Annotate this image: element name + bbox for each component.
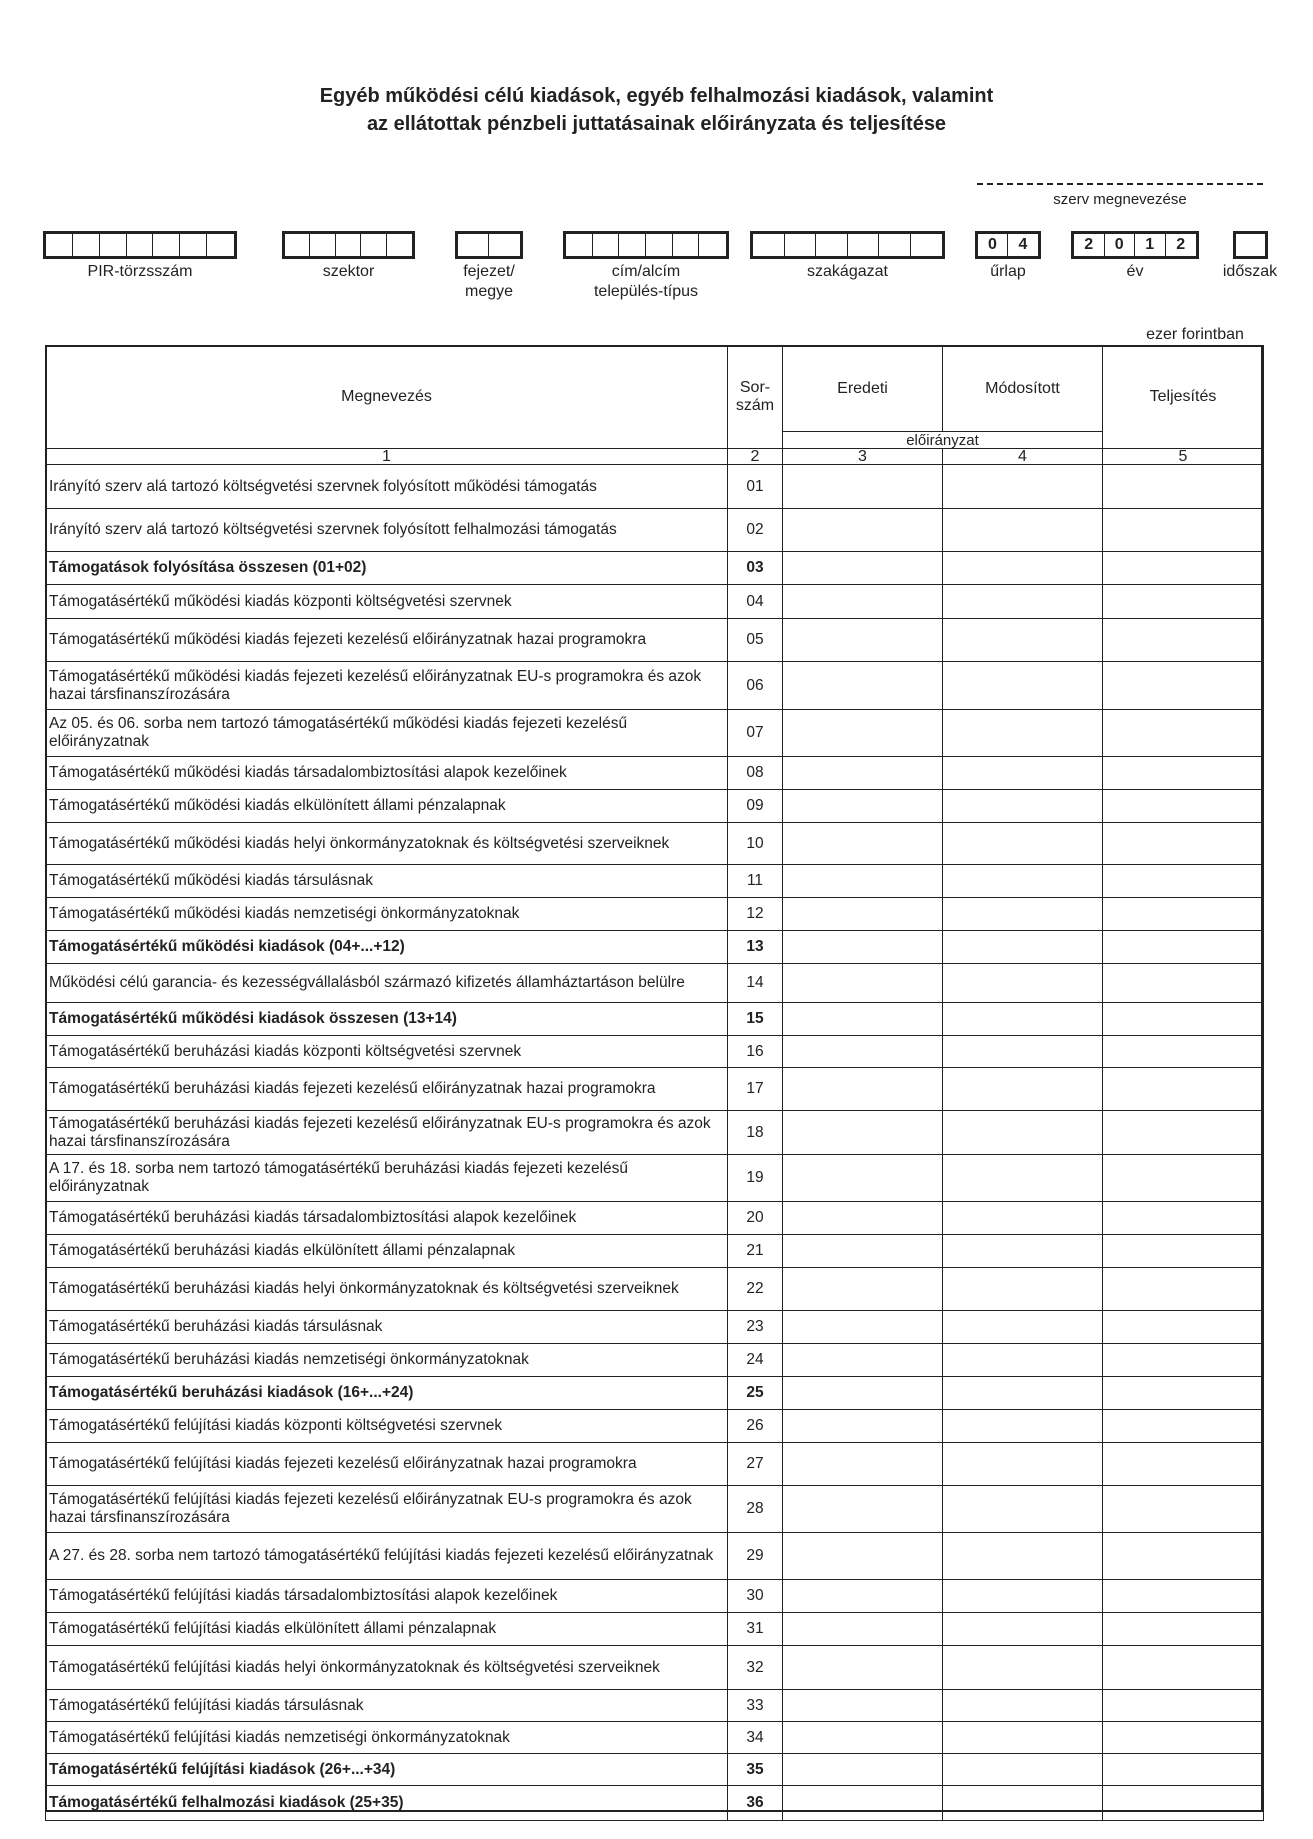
row-number: 01 xyxy=(728,465,783,509)
performance-value-cell[interactable] xyxy=(1103,1722,1264,1754)
branch-box[interactable] xyxy=(879,234,911,256)
performance-value-cell[interactable] xyxy=(1103,1613,1264,1646)
title-box[interactable] xyxy=(699,234,726,256)
original-value-cell[interactable] xyxy=(783,619,943,662)
original-value-cell[interactable] xyxy=(783,1377,943,1410)
row-label: Támogatásértékű felújítási kiadás elkülönített állami pénzalapnak xyxy=(46,1613,728,1646)
col-header-serial xyxy=(728,346,783,449)
modified-value-cell[interactable] xyxy=(943,1690,1103,1722)
title-code-boxes[interactable] xyxy=(563,231,729,259)
col-header-performance: Teljesítés xyxy=(1103,346,1264,449)
performance-value-cell[interactable] xyxy=(1103,1443,1264,1486)
table-row xyxy=(46,823,1264,865)
row-label: Támogatásértékű beruházási kiadás központi költségvetési szervnek xyxy=(46,1036,728,1068)
table-row xyxy=(46,1344,1264,1377)
period-box[interactable] xyxy=(1236,234,1265,256)
table-row xyxy=(46,585,1264,619)
performance-value-cell[interactable] xyxy=(1103,1786,1264,1821)
performance-value-cell[interactable] xyxy=(1103,1410,1264,1443)
appropriation-table xyxy=(45,345,1264,1821)
col-number: 1 xyxy=(46,449,728,465)
modified-value-cell[interactable] xyxy=(943,964,1103,1003)
row-label: Támogatásértékű felújítási kiadás társadalombiztosítási alapok kezelőinek xyxy=(46,1580,728,1613)
form-label: űrlap xyxy=(990,263,1026,280)
row-number: 23 xyxy=(728,1311,783,1344)
modified-value-cell[interactable] xyxy=(943,662,1103,710)
modified-value-cell[interactable] xyxy=(943,1344,1103,1377)
period-code-box[interactable] xyxy=(1233,231,1268,259)
sector-box[interactable] xyxy=(361,234,386,256)
title-line-1: Egyéb működési célú kiadások, egyéb felhalmozási kiadások, valamint xyxy=(319,85,994,107)
org-name-label: szerv megnevezése xyxy=(1053,191,1187,208)
table-row xyxy=(46,1036,1264,1068)
table-row xyxy=(46,1410,1264,1443)
chapter-label xyxy=(440,262,538,302)
row-number: 02 xyxy=(728,509,783,552)
row-number: 22 xyxy=(728,1268,783,1311)
year-digit: 0 xyxy=(1105,234,1136,256)
pir-box[interactable] xyxy=(73,234,100,256)
modified-value-cell[interactable] xyxy=(943,1155,1103,1202)
table-row xyxy=(46,710,1264,757)
col-header-serial-line-2: szám xyxy=(735,397,775,414)
unit-label: ezer forintban xyxy=(1146,326,1244,343)
col-header-name: Megnevezés xyxy=(46,346,728,449)
table-row xyxy=(46,1786,1264,1821)
original-value-cell[interactable] xyxy=(783,964,943,1003)
row-label: Támogatásértékű felújítási kiadások (26+...+34) xyxy=(46,1754,728,1786)
table-row xyxy=(46,1646,1264,1690)
original-value-cell[interactable] xyxy=(783,1486,943,1533)
row-label: A 27. és 28. sorba nem tartozó támogatásértékű felújítási kiadás fejezeti kezelésű előirányzatnak xyxy=(46,1533,728,1580)
form-digit: 4 xyxy=(1018,236,1028,253)
performance-value-cell[interactable] xyxy=(1103,710,1264,757)
org-name-field[interactable] xyxy=(977,183,1263,185)
row-number: 17 xyxy=(728,1068,783,1111)
row-number: 07 xyxy=(728,710,783,757)
performance-value-cell[interactable] xyxy=(1103,509,1264,552)
row-number: 33 xyxy=(728,1690,783,1722)
original-value-cell[interactable] xyxy=(783,662,943,710)
performance-value-cell[interactable] xyxy=(1103,964,1264,1003)
modified-value-cell[interactable] xyxy=(943,1533,1103,1580)
row-number: 14 xyxy=(728,964,783,1003)
title-box[interactable] xyxy=(566,234,593,256)
row-label: Támogatásértékű működési kiadások (04+...+12) xyxy=(46,931,728,964)
original-value-cell[interactable] xyxy=(783,1036,943,1068)
modified-value-cell[interactable] xyxy=(943,1068,1103,1111)
title-box[interactable] xyxy=(673,234,700,256)
original-value-cell[interactable] xyxy=(783,1311,943,1344)
modified-value-cell[interactable] xyxy=(943,1580,1103,1613)
branch-box[interactable] xyxy=(911,234,943,256)
table-row xyxy=(46,865,1264,898)
row-label: Irányító szerv alá tartozó költségvetési szervnek folyósított működési támogatás xyxy=(46,465,728,509)
row-label: Támogatások folyósítása összesen (01+02) xyxy=(46,552,728,585)
chapter-label-line-2: megye xyxy=(464,283,514,300)
row-number: 34 xyxy=(728,1722,783,1754)
table-row xyxy=(46,662,1264,710)
modified-value-cell[interactable] xyxy=(943,1410,1103,1443)
row-number: 05 xyxy=(728,619,783,662)
row-number: 28 xyxy=(728,1486,783,1533)
row-label: Támogatásértékű beruházási kiadás társulásnak xyxy=(46,1311,728,1344)
performance-value-cell[interactable] xyxy=(1103,1068,1264,1111)
table-row xyxy=(46,1613,1264,1646)
year-code-boxes xyxy=(1071,231,1199,259)
performance-value-cell[interactable] xyxy=(1103,1377,1264,1410)
row-number: 26 xyxy=(728,1410,783,1443)
original-value-cell[interactable] xyxy=(783,757,943,790)
branch-box[interactable] xyxy=(816,234,848,256)
modified-value-cell[interactable] xyxy=(943,790,1103,823)
row-number: 36 xyxy=(728,1786,783,1821)
original-value-cell[interactable] xyxy=(783,1410,943,1443)
modified-value-cell[interactable] xyxy=(943,552,1103,585)
row-label: Támogatásértékű felhalmozási kiadások (25+35) xyxy=(46,1786,728,1821)
table-row xyxy=(46,964,1264,1003)
pir-label: PIR-törzsszám xyxy=(87,263,193,280)
modified-value-cell[interactable] xyxy=(943,1036,1103,1068)
row-label: Támogatásértékű felújítási kiadás fejezeti kezelésű előirányzatnak hazai programokra xyxy=(46,1443,728,1486)
original-value-cell[interactable] xyxy=(783,1754,943,1786)
performance-value-cell[interactable] xyxy=(1103,757,1264,790)
row-label: Támogatásértékű beruházási kiadások (16+...+24) xyxy=(46,1377,728,1410)
branch-box[interactable] xyxy=(753,234,785,256)
row-number: 13 xyxy=(728,931,783,964)
row-number: 30 xyxy=(728,1580,783,1613)
period-label: időszak xyxy=(1222,263,1278,280)
performance-value-cell[interactable] xyxy=(1103,1202,1264,1235)
col-number: 3 xyxy=(783,449,943,465)
title-line-2: az ellátottak pénzbeli juttatásainak előirányzata és teljesítése xyxy=(366,113,947,135)
row-label: Támogatásértékű felújítási kiadás központi költségvetési szervnek xyxy=(46,1410,728,1443)
table-row xyxy=(46,1311,1264,1344)
year-digit: 2 xyxy=(1176,236,1186,253)
performance-value-cell[interactable] xyxy=(1103,1036,1264,1068)
performance-value-cell[interactable] xyxy=(1103,898,1264,931)
table-row xyxy=(46,1377,1264,1410)
original-value-cell[interactable] xyxy=(783,1268,943,1311)
row-label: Támogatásértékű beruházási kiadás helyi önkormányzatoknak és költségvetési szerveiknek xyxy=(46,1268,728,1311)
row-number: 12 xyxy=(728,898,783,931)
row-number: 21 xyxy=(728,1235,783,1268)
table-row xyxy=(46,1722,1264,1754)
modified-value-cell[interactable] xyxy=(943,1613,1103,1646)
performance-value-cell[interactable] xyxy=(1103,552,1264,585)
table-row xyxy=(46,1486,1264,1533)
table-row xyxy=(46,552,1264,585)
sector-box[interactable] xyxy=(310,234,335,256)
year-digit: 2 xyxy=(1074,234,1105,256)
col-header-serial-line-1: Sor- xyxy=(739,379,771,396)
row-label: Támogatásértékű működési kiadás nemzetiségi önkormányzatoknak xyxy=(46,898,728,931)
performance-value-cell[interactable] xyxy=(1103,1580,1264,1613)
original-value-cell[interactable] xyxy=(783,465,943,509)
row-label: Támogatásértékű beruházási kiadás társadalombiztosítási alapok kezelőinek xyxy=(46,1202,728,1235)
table-row xyxy=(46,1754,1264,1786)
performance-value-cell[interactable] xyxy=(1103,619,1264,662)
row-number: 18 xyxy=(728,1111,783,1155)
row-number: 10 xyxy=(728,823,783,865)
branch-box[interactable] xyxy=(848,234,880,256)
col-header-appropriation: előirányzat xyxy=(783,432,1103,449)
table-row xyxy=(46,1533,1264,1580)
performance-value-cell[interactable] xyxy=(1103,1268,1264,1311)
performance-value-cell[interactable] xyxy=(1103,1155,1264,1202)
row-number: 31 xyxy=(728,1613,783,1646)
title-label-line-2: település-típus xyxy=(593,283,699,300)
table-row xyxy=(46,619,1264,662)
title-box[interactable] xyxy=(593,234,620,256)
title-box[interactable] xyxy=(646,234,673,256)
row-number: 09 xyxy=(728,790,783,823)
performance-value-cell[interactable] xyxy=(1103,790,1264,823)
row-number: 15 xyxy=(728,1003,783,1036)
row-label: Működési célú garancia- és kezességvállalásból származó kifizetés államháztartáson belülre xyxy=(46,964,728,1003)
original-value-cell[interactable] xyxy=(783,710,943,757)
table-row xyxy=(46,1202,1264,1235)
table-row xyxy=(46,1003,1264,1036)
pir-code-boxes[interactable] xyxy=(43,231,237,259)
table-row xyxy=(46,1111,1264,1155)
original-value-cell[interactable] xyxy=(783,1722,943,1754)
table-row xyxy=(46,1235,1264,1268)
performance-value-cell[interactable] xyxy=(1103,1533,1264,1580)
performance-value-cell[interactable] xyxy=(1103,865,1264,898)
modified-value-cell[interactable] xyxy=(943,757,1103,790)
row-number: 35 xyxy=(728,1754,783,1786)
modified-value-cell[interactable] xyxy=(943,1311,1103,1344)
col-header-original: Eredeti xyxy=(783,346,943,432)
row-label: A 17. és 18. sorba nem tartozó támogatásértékű beruházási kiadás fejezeti kezelésű előirányzatnak xyxy=(46,1155,728,1202)
row-number: 29 xyxy=(728,1533,783,1580)
row-label: Támogatásértékű működési kiadás fejezeti kezelésű előirányzatnak hazai programokra xyxy=(46,619,728,662)
original-value-cell[interactable] xyxy=(783,1786,943,1821)
row-label: Támogatásértékű beruházási kiadás fejezeti kezelésű előirányzatnak EU-s programokra és azok hazai társfinanszírozására xyxy=(46,1111,728,1155)
table-row xyxy=(46,1068,1264,1111)
row-number: 08 xyxy=(728,757,783,790)
pir-box[interactable] xyxy=(180,234,207,256)
page-title xyxy=(0,82,1313,138)
row-number: 32 xyxy=(728,1646,783,1690)
row-number: 03 xyxy=(728,552,783,585)
table-row xyxy=(46,931,1264,964)
original-value-cell[interactable] xyxy=(783,552,943,585)
sector-label: szektor xyxy=(322,263,375,280)
performance-value-cell[interactable] xyxy=(1103,662,1264,710)
modified-value-cell[interactable] xyxy=(943,1268,1103,1311)
performance-value-cell[interactable] xyxy=(1103,585,1264,619)
original-value-cell[interactable] xyxy=(783,823,943,865)
row-number: 27 xyxy=(728,1443,783,1486)
modified-value-cell[interactable] xyxy=(943,898,1103,931)
form-code-boxes xyxy=(975,231,1041,259)
modified-value-cell[interactable] xyxy=(943,1646,1103,1690)
row-label: Támogatásértékű működési kiadás elkülönített állami pénzalapnak xyxy=(46,790,728,823)
table-row xyxy=(46,1580,1264,1613)
modified-value-cell[interactable] xyxy=(943,585,1103,619)
branch-box[interactable] xyxy=(785,234,817,256)
row-label: Támogatásértékű beruházási kiadás fejezeti kezelésű előirányzatnak hazai programokra xyxy=(46,1068,728,1111)
performance-value-cell[interactable] xyxy=(1103,1111,1264,1155)
row-label: Támogatásértékű működési kiadás társadalombiztosítási alapok kezelőinek xyxy=(46,757,728,790)
performance-value-cell[interactable] xyxy=(1103,823,1264,865)
modified-value-cell[interactable] xyxy=(943,465,1103,509)
table-row xyxy=(46,1155,1264,1202)
modified-value-cell[interactable] xyxy=(943,823,1103,865)
table-row xyxy=(46,465,1264,509)
title-box[interactable] xyxy=(619,234,646,256)
row-number: 20 xyxy=(728,1202,783,1235)
row-number: 06 xyxy=(728,662,783,710)
modified-value-cell[interactable] xyxy=(943,1111,1103,1155)
original-value-cell[interactable] xyxy=(783,1344,943,1377)
modified-value-cell[interactable] xyxy=(943,1754,1103,1786)
row-label: Támogatásértékű felújítási kiadás társulásnak xyxy=(46,1690,728,1722)
row-label: Irányító szerv alá tartozó költségvetési szervnek folyósított felhalmozási támogatás xyxy=(46,509,728,552)
chapter-box[interactable] xyxy=(489,234,520,256)
performance-value-cell[interactable] xyxy=(1103,1311,1264,1344)
sector-box[interactable] xyxy=(285,234,310,256)
performance-value-cell[interactable] xyxy=(1103,931,1264,964)
chapter-box[interactable] xyxy=(458,234,489,256)
branch-label: szakágazat xyxy=(807,263,888,280)
row-label: Támogatásértékű beruházási kiadás nemzetiségi önkormányzatoknak xyxy=(46,1344,728,1377)
modified-value-cell[interactable] xyxy=(943,1486,1103,1533)
table-row xyxy=(46,1690,1264,1722)
original-value-cell[interactable] xyxy=(783,1155,943,1202)
modified-value-cell[interactable] xyxy=(943,710,1103,757)
title-label xyxy=(563,262,729,302)
performance-value-cell[interactable] xyxy=(1103,1754,1264,1786)
form-digit: 0 xyxy=(978,234,1008,256)
modified-value-cell[interactable] xyxy=(943,1235,1103,1268)
col-header-modified: Módosított xyxy=(943,346,1103,432)
modified-value-cell[interactable] xyxy=(943,1722,1103,1754)
original-value-cell[interactable] xyxy=(783,585,943,619)
sector-box[interactable] xyxy=(336,234,361,256)
modified-value-cell[interactable] xyxy=(943,1003,1103,1036)
performance-value-cell[interactable] xyxy=(1103,1235,1264,1268)
sector-box[interactable] xyxy=(387,234,412,256)
modified-value-cell[interactable] xyxy=(943,1443,1103,1486)
modified-value-cell[interactable] xyxy=(943,1202,1103,1235)
original-value-cell[interactable] xyxy=(783,1202,943,1235)
table-row xyxy=(46,790,1264,823)
table-row xyxy=(46,1443,1264,1486)
title-label-line-1: cím/alcím xyxy=(611,263,681,280)
original-value-cell[interactable] xyxy=(783,931,943,964)
row-label: Az 05. és 06. sorba nem tartozó támogatásértékű működési kiadás fejezeti kezelésű előirányzatnak xyxy=(46,710,728,757)
row-number: 19 xyxy=(728,1155,783,1202)
original-value-cell[interactable] xyxy=(783,1580,943,1613)
row-number: 25 xyxy=(728,1377,783,1410)
sector-code-boxes[interactable] xyxy=(282,231,415,259)
original-value-cell[interactable] xyxy=(783,1646,943,1690)
row-label: Támogatásértékű beruházási kiadás elkülönített állami pénzalapnak xyxy=(46,1235,728,1268)
pir-box[interactable] xyxy=(207,234,234,256)
original-value-cell[interactable] xyxy=(783,1111,943,1155)
original-value-cell[interactable] xyxy=(783,898,943,931)
table-row xyxy=(46,1268,1264,1311)
original-value-cell[interactable] xyxy=(783,509,943,552)
original-value-cell[interactable] xyxy=(783,790,943,823)
original-value-cell[interactable] xyxy=(783,865,943,898)
row-label: Támogatásértékű működési kiadás központi költségvetési szervnek xyxy=(46,585,728,619)
table-row xyxy=(46,757,1264,790)
original-value-cell[interactable] xyxy=(783,1690,943,1722)
modified-value-cell[interactable] xyxy=(943,1377,1103,1410)
pir-box[interactable] xyxy=(153,234,180,256)
row-label: Támogatásértékű felújítási kiadás helyi önkormányzatoknak és költségvetési szerveiknek xyxy=(46,1646,728,1690)
row-label: Támogatásértékű felújítási kiadás nemzetiségi önkormányzatoknak xyxy=(46,1722,728,1754)
modified-value-cell[interactable] xyxy=(943,509,1103,552)
original-value-cell[interactable] xyxy=(783,1235,943,1268)
row-number: 16 xyxy=(728,1036,783,1068)
modified-value-cell[interactable] xyxy=(943,865,1103,898)
row-label: Támogatásértékű felújítási kiadás fejezeti kezelésű előirányzatnak EU-s programokra és azok hazai társfinanszírozására xyxy=(46,1486,728,1533)
year-label: év xyxy=(1126,263,1144,280)
performance-value-cell[interactable] xyxy=(1103,1486,1264,1533)
original-value-cell[interactable] xyxy=(783,1613,943,1646)
original-value-cell[interactable] xyxy=(783,1003,943,1036)
row-number: 11 xyxy=(728,865,783,898)
col-number: 4 xyxy=(943,449,1103,465)
original-value-cell[interactable] xyxy=(783,1443,943,1486)
table-row xyxy=(46,898,1264,931)
chapter-label-line-1: fejezet/ xyxy=(463,263,515,280)
performance-value-cell[interactable] xyxy=(1103,465,1264,509)
row-number: 24 xyxy=(728,1344,783,1377)
modified-value-cell[interactable] xyxy=(943,1786,1103,1821)
original-value-cell[interactable] xyxy=(783,1068,943,1111)
row-label: Támogatásértékű működési kiadás helyi önkormányzatoknak és költségvetési szerveiknek xyxy=(46,823,728,865)
table-row xyxy=(46,509,1264,552)
performance-value-cell[interactable] xyxy=(1103,1003,1264,1036)
modified-value-cell[interactable] xyxy=(943,619,1103,662)
year-digit: 1 xyxy=(1135,234,1166,256)
chapter-code-boxes[interactable] xyxy=(455,231,523,259)
pir-box[interactable] xyxy=(100,234,127,256)
row-label: Támogatásértékű működési kiadás fejezeti kezelésű előirányzatnak EU-s programokra és azok hazai társfinanszírozására xyxy=(46,662,728,710)
col-number: 5 xyxy=(1103,449,1264,465)
original-value-cell[interactable] xyxy=(783,1533,943,1580)
row-number: 04 xyxy=(728,585,783,619)
performance-value-cell[interactable] xyxy=(1103,1646,1264,1690)
modified-value-cell[interactable] xyxy=(943,931,1103,964)
performance-value-cell[interactable] xyxy=(1103,1344,1264,1377)
pir-box[interactable] xyxy=(127,234,154,256)
row-label: Támogatásértékű működési kiadások összesen (13+14) xyxy=(46,1003,728,1036)
branch-code-boxes[interactable] xyxy=(750,231,945,259)
row-label: Támogatásértékű működési kiadás társulásnak xyxy=(46,865,728,898)
col-number: 2 xyxy=(728,449,783,465)
pir-box[interactable] xyxy=(46,234,73,256)
performance-value-cell[interactable] xyxy=(1103,1690,1264,1722)
